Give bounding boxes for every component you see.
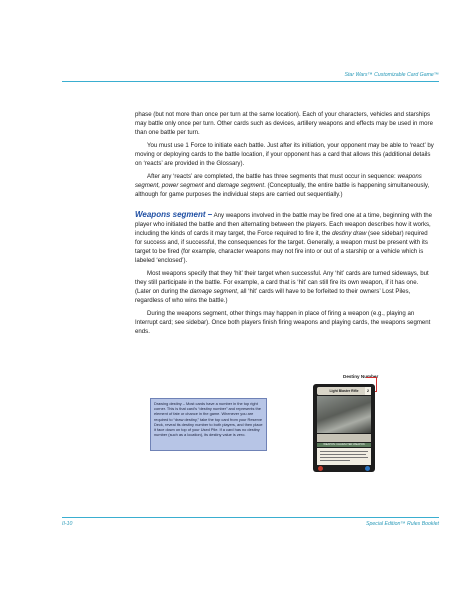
paragraph-battle-limit: phase (but not more than once per turn at the same location). Each of your characters, vehicles and starships may battle only once per turn. Other cards such as devices, artillery weapons and effects may be used in more than one battle per turn. — [135, 111, 433, 136]
header-title: Star Wars™ Customizable Card Game™ — [344, 72, 439, 78]
weapons-segment-heading: Weapons segment – — [135, 210, 213, 219]
paragraph-initiate-battle: You must use 1 Force to initiate each battle. Just after its initiation, your opponent may be able to ‘react’ by moving or deploying cards to the battle location, if your opponent has a card that allows this (additional details on ‘reacts’ are provided in the Glossary). — [135, 142, 434, 167]
card-type-bar: WEAPON: CHARACTER WEAPON — [317, 443, 371, 447]
body-text — [135, 110, 435, 340]
header-rule — [62, 81, 439, 82]
card-destiny-number: 2 — [367, 389, 369, 393]
paragraph-battle-segments: After any ‘reacts’ are completed, the battle has three segments that must occur in sequence: weapons segment, power segment and damage segment. (Conceptually, the entire battle is happening simultaneously, although for game purposes the individual steps are carried out sequentially.) — [135, 173, 430, 198]
card-lore-box — [317, 434, 371, 442]
card-symbol-icon — [365, 466, 370, 471]
page-number: II-10 — [62, 521, 73, 527]
footer-title: Special Edition™ Rules Booklet — [366, 521, 439, 527]
paragraph-weapons-segment: Weapons segment – Any weapons involved in the battle may be fired one at a time, beginning with the player who initiated the battle and then alternating between the players. Each weapon describes how it works, including the kinds of cards it may target, the Force required to fire it, the destiny draw (see sidebar) required for success and, if successful, the consequences for the target. Generally, a weapon must be present with its target to be fired (for example, character weapons may not fire into or out of a starship or a vehicle which is labeled ‘enclosed’). — [135, 210, 433, 264]
card-game-text — [317, 448, 371, 465]
card-symbol-icon — [318, 466, 323, 471]
destiny-sidebar: Drawing destiny – Most cards have a number in the top right corner. This is that card’s “destiny number” and represents the element of fate or chance in the game. Whenever you are required to “draw destiny,” take the top card from your Reserve Deck, reveal its destiny number to both players, and then place it face down on top of your Used Pile. If a card has no destiny number (such as a location), its destiny value is zero. — [150, 398, 267, 451]
destiny-number-label: Destiny Number — [343, 374, 379, 379]
footer-rule — [62, 517, 439, 518]
example-card-image — [313, 384, 375, 472]
card-title: Light Blaster Rifle — [317, 387, 371, 395]
paragraph-segment-ends: During the weapons segment, other things may happen in place of firing a weapon (e.g., playing an Interrupt card; see sidebar). Once both players finish firing weapons and playing cards, the weapons segment ends. — [135, 310, 431, 335]
paragraph-hit-cards: Most weapons specify that they ‘hit’ their target when successful. Any ‘hit’ cards are turned sideways, but they still participate in the battle. For example, a card that is ‘hit’ can still fire its own weapon, if it has one. (Later on during the damage segment, all ‘hit’ cards will have to be forfeited to their owners’ Lost Piles, regardless of who wins the battle.) — [135, 270, 429, 304]
card-artwork — [317, 396, 371, 433]
